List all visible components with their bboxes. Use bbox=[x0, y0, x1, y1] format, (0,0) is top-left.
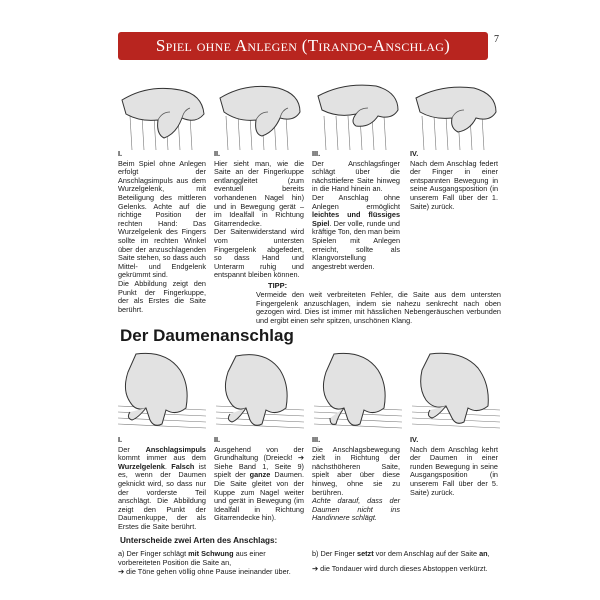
difference-b-pre: b) Der Finger bbox=[312, 549, 355, 558]
step-text: Der Anschlagsfinger schlägt über die nächsttiefere Saite hinweg in die Hand hinein an. bbox=[312, 158, 400, 194]
step-text-bold: ganze bbox=[249, 470, 271, 480]
finger-figure-4 bbox=[410, 82, 500, 152]
difference-a-post: aus einer vorbereiteten Position die Saite an, bbox=[118, 549, 266, 567]
difference-b-bold: setzt bbox=[357, 549, 374, 558]
finger-figure-1 bbox=[118, 82, 208, 152]
step-text-2: kommt immer aus dem bbox=[118, 453, 206, 463]
step-number: IV. bbox=[410, 435, 419, 444]
step-text-bold-2: Wurzelgelenk bbox=[118, 461, 165, 471]
page-number: 7 bbox=[494, 34, 499, 45]
difference-b-mid: vor dem Anschlag auf der Saite bbox=[375, 549, 478, 558]
difference-b-bold-2: an bbox=[479, 549, 488, 558]
step-number: I. bbox=[118, 435, 123, 444]
step-text-1: Ausgehend von der Grundhaltung (Dreieck! ➔ Siehe Band 1, Seite 9) spielt der bbox=[214, 444, 304, 480]
thumb-figure-1 bbox=[116, 350, 208, 432]
difference-a-pre: a) Der Finger schlägt bbox=[118, 549, 187, 558]
tirando-step-4 bbox=[410, 150, 498, 211]
step-text-2: Daumen. Die Saite gleitet von der Kuppe zum Nagel weiter und gerät in Bewegung (im Idealfall in Richtung Gitarrendecke hin). bbox=[214, 470, 305, 523]
step-number: III. bbox=[312, 435, 321, 444]
difference-a bbox=[118, 549, 303, 576]
step-text-bold-1: Anschlagsimpuls bbox=[145, 444, 206, 454]
step-number: II. bbox=[214, 435, 221, 444]
daumen-step-3 bbox=[312, 436, 400, 523]
tirando-step-2 bbox=[214, 150, 304, 280]
step-text-1: Nach dem Anschlag kehrt der Daumen in einer runden Bewegung in seine Ausgangsposition (in unserem Fall über der 5. Saite) zurück. bbox=[410, 444, 498, 497]
tipp-text: Vermeide den weit verbreiteten Fehler, die Saite aus dem untersten Fingergelenk anzuschlagen, indem sie nahezu senkrecht nach oben gezogen wird. Dies ist immer mit hässlichen Nebengeräuschen verbunden und ergibt einen sehr spitzen, unschönen Klang. bbox=[256, 290, 501, 325]
step-text-3: . bbox=[164, 461, 167, 471]
step-number: II. bbox=[214, 149, 221, 158]
step-text-b2: . Der volle, runde und kräftige Ton, den man beim Spielen mit Anlegen erreicht, sollte als Klangvorstellung angestrebt werden. bbox=[312, 218, 400, 271]
step-text-1: Der bbox=[118, 444, 130, 454]
step-number: I. bbox=[118, 149, 123, 158]
step-text-b: Die Abbildung zeigt den Punkt der Fingerkuppe, der als Erstes die Saite berührt. bbox=[118, 278, 206, 314]
tirando-step-1 bbox=[118, 150, 206, 314]
step-text-b1: Der Anschlag ohne Anlegen ermöglicht bbox=[312, 192, 400, 211]
step-text-4: ist es, wenn der Daumen geknickt wird, so dass nur der vorderste Teil anschlägt. Die Abbildung zeigt den Punkt der Daumenkuppe, der als Erstes die Saite berührt. bbox=[118, 461, 206, 531]
thumb-figure-3 bbox=[312, 350, 404, 432]
step-text-1: Die Anschlagsbewegung zielt in Richtung der nächsthöheren Saite, spielt aber über diese hinweg, ohne sie zu berühren. bbox=[312, 444, 400, 497]
difference-b-post: , bbox=[487, 549, 490, 558]
step-number: III. bbox=[312, 149, 321, 158]
step-text-italic: Achte darauf, dass der Daumen nicht ins Handinnere schlägt. bbox=[312, 496, 400, 523]
finger-figure-2 bbox=[214, 82, 304, 152]
chapter-title-banner bbox=[118, 32, 488, 60]
tirando-step-3 bbox=[312, 150, 400, 271]
tipp-label: TIPP: bbox=[268, 281, 288, 290]
daumen-step-1 bbox=[118, 436, 206, 532]
step-text-bold: leichtes und flüssiges Spiel bbox=[312, 210, 400, 228]
difference-b bbox=[312, 549, 500, 573]
section-title: Der Daumenanschlag bbox=[120, 326, 294, 345]
difference-b-arrow: ➔ die Tondauer wird durch dieses Abstoppen verkürzt. bbox=[312, 564, 488, 573]
thumb-figure-4 bbox=[410, 350, 502, 432]
step-text-b: Der Saitenwiderstand wird vom untersten Fingergelenk abgefedert, so dass Hand und Unterarm ruhig und entspannt bleiben können. bbox=[214, 227, 304, 280]
step-text: Beim Spiel ohne Anlegen erfolgt der Anschlagsimpuls aus dem Wurzelgelenk, mit Beteiligung des mittleren Gelenks. Achte auf die richtige Position der rechten Hand: Das Wurzelgelenk des Fingers sollte im rechten Winkel über der anzuschlagenden Saite stehen, so dass auch Mittel- und Endgelenk gekrümmt sind. bbox=[118, 158, 206, 280]
chapter-title: Spiel ohne Anlegen (Tirando-Anschlag) bbox=[155, 36, 451, 55]
differences-title: Unterscheide zwei Arten des Anschlags: bbox=[120, 536, 278, 545]
daumen-step-4 bbox=[410, 436, 498, 497]
thumb-figure-2 bbox=[214, 350, 306, 432]
daumen-step-2 bbox=[214, 436, 304, 523]
step-number: IV. bbox=[410, 149, 419, 158]
step-text-bold-3: Falsch bbox=[171, 461, 195, 471]
step-text: Hier sieht man, wie die Saite an der Fingerkuppe entlanggleitet (zum eventuell bereits vorhandenen Nagel hin) und in Bewegung gerät – im Idealfall in Richtung Gitarrendecke. bbox=[214, 158, 304, 228]
difference-a-bold: mit Schwung bbox=[188, 549, 234, 558]
finger-figure-3 bbox=[312, 82, 402, 152]
step-text: Nach dem Anschlag federt der Finger in einer entspannten Bewegung in seine Ausgangsposition (in unserem Fall über der 1. Saite) zurück. bbox=[410, 158, 498, 211]
difference-a-arrow: ➔ die Töne gehen völlig ohne Pause ineinander über. bbox=[118, 567, 291, 576]
